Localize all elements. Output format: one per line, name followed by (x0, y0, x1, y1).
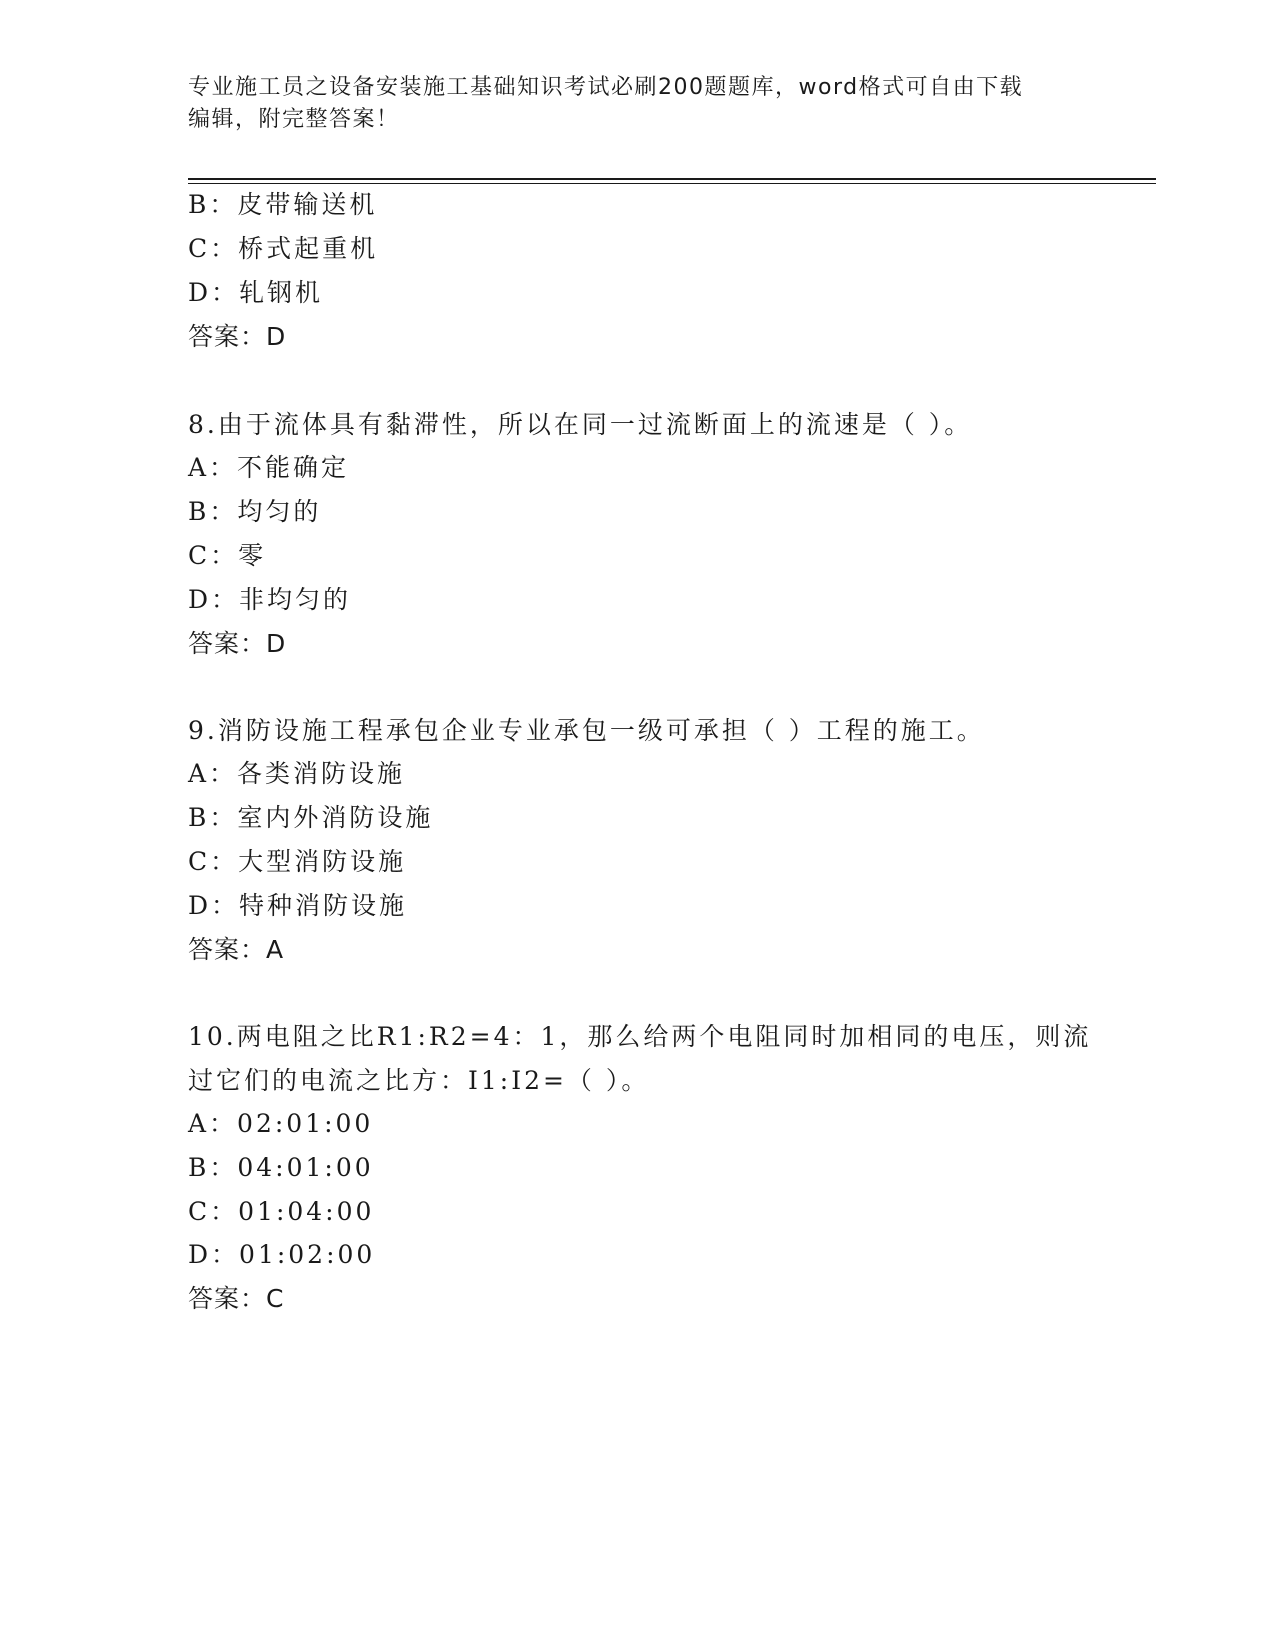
header-line-2: 编辑，附完整答案！ (188, 107, 400, 132)
q9-option-c: C：大型消防设施 (188, 847, 407, 876)
q9-stem: 9.消防设施工程承包企业专业承包一级可承担（ ）工程的施工。 (188, 716, 985, 745)
q10-option-d: D：01:02:00 (188, 1240, 376, 1269)
q8-stem: 8.由于流体具有黏滞性，所以在同一过流断面上的流速是（ ）。 (188, 410, 973, 439)
q7-option-b: B：皮带输送机 (188, 190, 378, 219)
header-rule-thick (188, 178, 1156, 180)
q8-option-c: C：零 (188, 541, 267, 570)
q8-answer: 答案：D (188, 629, 287, 658)
q10-stem-line-1: 10.两电阻之比R1:R2=4：1，那么给两个电阻同时加相同的电压，则流 (188, 1022, 1092, 1051)
q8-option-d: D：非均匀的 (188, 585, 352, 614)
q10-option-a: A：02:01:00 (188, 1109, 374, 1138)
q9-option-a: A：各类消防设施 (188, 759, 406, 788)
q10-option-b: B：04:01:00 (188, 1153, 374, 1182)
q7-answer: 答案：D (188, 322, 287, 351)
q9-option-b: B：室内外消防设施 (188, 803, 434, 832)
q10-option-c: C：01:04:00 (188, 1197, 375, 1226)
q8-option-a: A：不能确定 (188, 453, 350, 482)
q9-option-d: D：特种消防设施 (188, 891, 408, 920)
q9-answer: 答案：A (188, 935, 285, 964)
q7-option-d: D：轧钢机 (188, 278, 324, 307)
header-line-1: 专业施工员之设备安装施工基础知识考试必刷200题题库，word格式可自由下载 (188, 75, 1024, 100)
q8-option-b: B：均匀的 (188, 497, 322, 526)
document-header (188, 72, 1088, 136)
q10-stem-line-2: 过它们的电流之比方：I1:I2=（ ）。 (188, 1066, 650, 1095)
header-rule-thin (188, 183, 1156, 184)
q7-option-c: C：桥式起重机 (188, 234, 379, 263)
q10-answer: 答案：C (188, 1284, 285, 1313)
